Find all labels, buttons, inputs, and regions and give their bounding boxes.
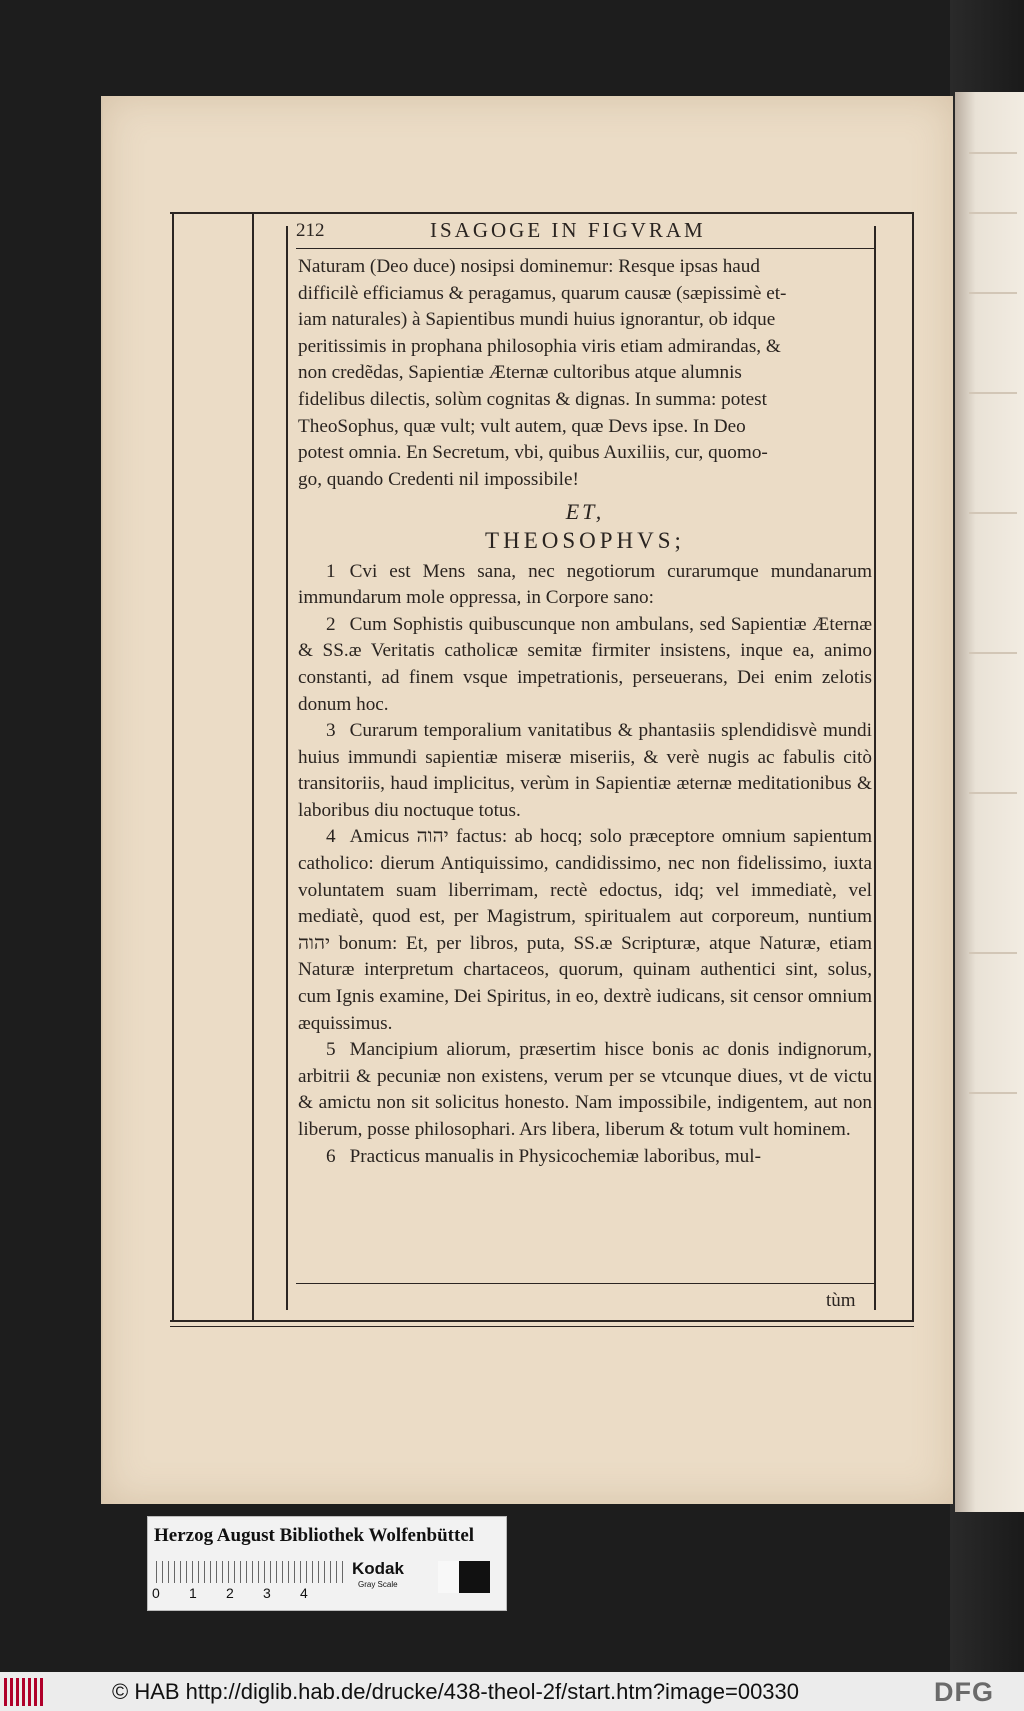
footer-rule	[296, 1283, 874, 1284]
intro-line: non credẽdas, Sapientiæ Æternæ cultoribus atque alumnis	[298, 362, 742, 384]
heading-et: ET,	[565, 499, 605, 525]
item-number: 3	[326, 720, 336, 742]
text-rule-right	[874, 226, 876, 1310]
item-text: Mancipium aliorum, præsertim hisce bonis ac donis indignorum, arbitrii & pecuniæ non existens, verum per se vtcunque diues, vt de victu & amictu non sit solicitus honesto. Nam impossibile, indigentem, aut non liberum, posse philosophari. Ars libera, liberum & totum vult hominem.	[298, 1039, 872, 1140]
ruler-number: 1	[189, 1585, 197, 1601]
dfg-logo: DFG	[934, 1677, 994, 1707]
heading-theosophus: THEOSOPHVS;	[485, 527, 685, 553]
list-item	[298, 1037, 872, 1143]
list-item	[298, 559, 872, 612]
intro-line: fidelibus dilectis, solùm cognitas & dignas. In summa: potest	[298, 388, 767, 410]
adjacent-page-edge	[955, 92, 1024, 1512]
intro-line: TheoSophus, quæ vult; vult autem, quæ Devs ipse. In Deo	[298, 415, 746, 437]
list-item	[298, 824, 872, 1037]
header-rule	[296, 248, 874, 249]
frame-rule-outer-left	[172, 212, 174, 1322]
item-text: Practicus manualis in Physicochemiæ laboribus, mul-	[349, 1145, 762, 1167]
gray-scale-patch	[438, 1561, 490, 1593]
ruler-numbers	[152, 1585, 372, 1601]
frame-rule-top	[170, 212, 914, 214]
intro-line: potest omnia. En Secretum, vbi, quibus Auxiliis, cur, quomo-	[298, 442, 768, 464]
item-text: Amicus יהוה factus: ab hocq; solo præceptore omnium sapientum catholico: dierum Antiquissimo, candidissimo, nec non fidelissimo, iuxta voluntatem suam liberrimam, rectè edoctus, idq; vel immediatè, vel mediatè, quod est, per Magistrum, spiritualem aut corporeum, nuntium יהוה bonum: Et, per libros, puta, SS.æ Scripturæ, atque Naturæ, etiam Naturæ interpretum chartaceos, quorum, quinam authentici sint, solus, cum Ignis examine, Dei Spiritus, in eo, dextrè iudicans, sit censor omnium æquissimus.	[298, 826, 872, 1034]
intro-line: iam naturales) à Sapientibus mundi huius ignorantur, ob idque	[298, 309, 776, 331]
ruler-number: 2	[226, 1585, 234, 1601]
margin-rule	[252, 212, 254, 1322]
ruler-number: 3	[263, 1585, 271, 1601]
item-number: 4	[326, 826, 336, 848]
list-item	[298, 718, 872, 824]
text-rule-left	[286, 226, 288, 1310]
frame-rule-bottom	[170, 1320, 914, 1322]
intro-line: go, quando Credenti nil impossibile!	[298, 468, 579, 490]
item-number: 5	[326, 1039, 336, 1061]
running-head: ISAGOGE IN FIGVRAM	[430, 218, 706, 242]
item-number: 6	[326, 1145, 336, 1167]
footer-bar	[0, 1672, 1024, 1711]
ruler-number: 0	[152, 1585, 160, 1601]
page-number: 212	[296, 220, 325, 241]
library-color-card	[147, 1516, 507, 1611]
frame-rule-outer-right	[912, 212, 914, 1322]
catchword: tùm	[826, 1290, 856, 1311]
hab-barcode-icon	[4, 1678, 46, 1706]
kodak-logo: Kodak	[352, 1559, 404, 1578]
source-credit: © HAB http://diglib.hab.de/drucke/438-theol-2f/start.htm?image=00330	[112, 1679, 800, 1704]
kodak-subtitle: Gray Scale	[358, 1580, 398, 1589]
ruler-number: 4	[300, 1585, 308, 1601]
intro-line: Naturam (Deo duce) nosipsi dominemur: Resque ipsas haud	[298, 256, 760, 277]
item-text: Cvi est Mens sana, nec negotiorum curarumque mundanarum immundarum mole oppressa, in Corpore sano:	[298, 560, 872, 609]
frame-rule-bottom-inner	[170, 1326, 914, 1327]
item-text: Cum Sophistis quibuscunque non ambulans, sed Sapientiæ Æternæ & SS.æ Veritatis catholicæ semitæ firmiter insistens, inque ea, animo constanti, ad finem vsque impetrationis, perseuerans, Dei enim zelotis donum hoc.	[298, 613, 872, 715]
item-number: 2	[326, 613, 336, 635]
intro-line: difficilè efficiamus & peragamus, quarum causæ (sæpissimè et-	[298, 282, 787, 304]
item-number: 1	[326, 560, 336, 582]
library-name: Herzog August Bibliothek Wolfenbüttel	[154, 1525, 475, 1546]
scale-ruler	[156, 1561, 348, 1583]
list-item	[298, 1144, 872, 1171]
intro-line: peritissimis in prophana philosophia viris etiam admirandas, &	[298, 335, 781, 357]
page-body	[298, 254, 872, 1170]
list-item	[298, 612, 872, 718]
item-text: Curarum temporalium vanitatibus & phantasiis splendidisvè mundi huius immundi sapientiæ miseræ miseriis, & verè nugis ac fabulis citò transitoriis, haud implicitus, verùm in Sapientiæ æternæ meditationibus & laboribus diu noctuque totus.	[298, 720, 872, 821]
